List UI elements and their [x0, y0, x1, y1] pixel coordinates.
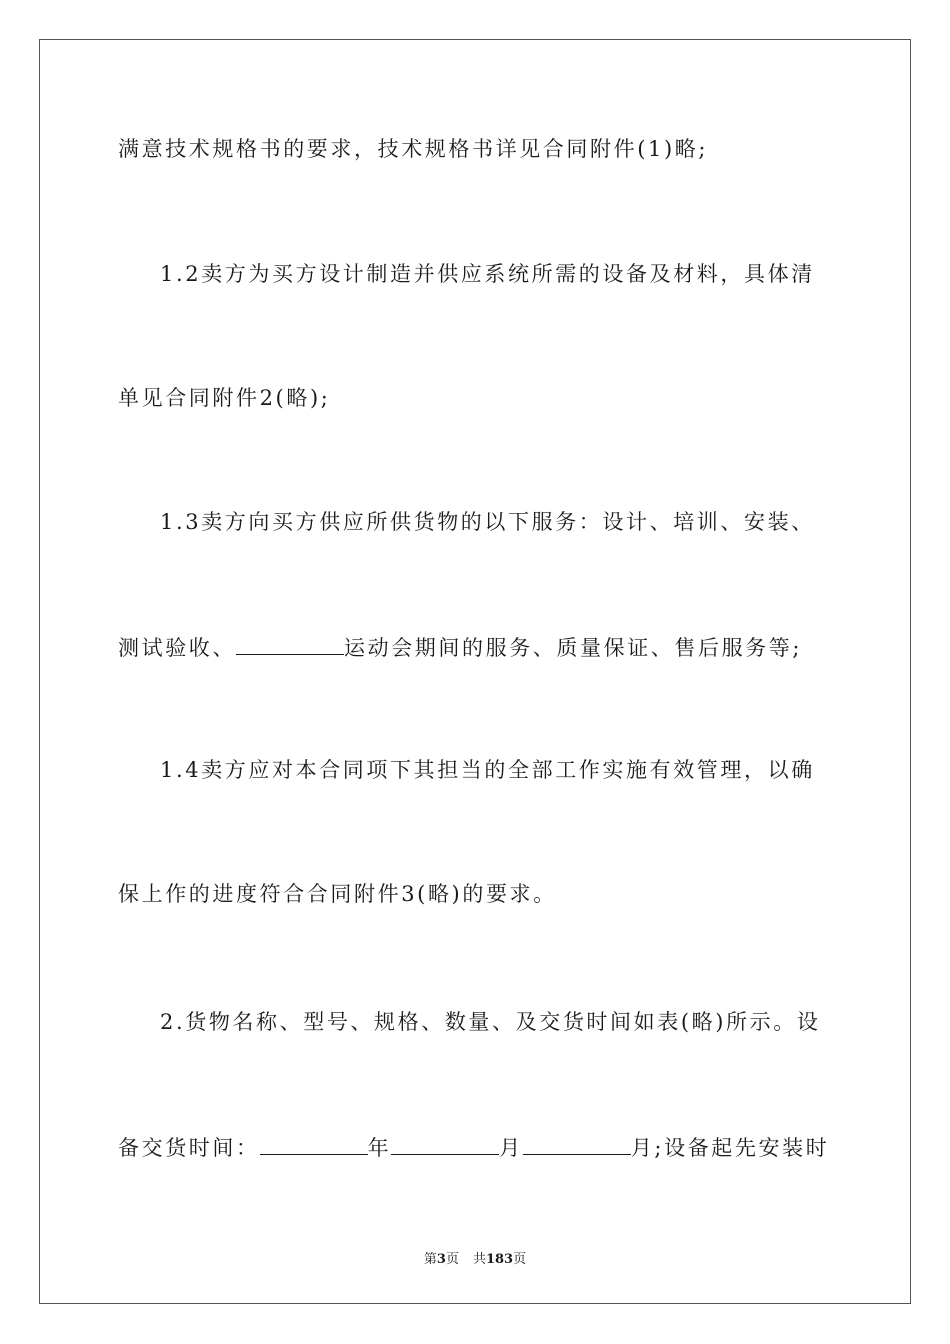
page-prefix: 第 [423, 1252, 437, 1267]
page-suffix: 页 [445, 1252, 459, 1267]
line-text: 1.4卖方应对本合同项下其担当的全部工作实施有效管理，以确 [160, 758, 815, 782]
line-text: 运动会期间的服务、质量保证、售后服务等; [344, 636, 803, 660]
line-text: 月;设备起先安装时 [630, 1136, 830, 1160]
fill-in-blank [236, 636, 344, 655]
line-text: 保上作的进度符合合同附件3(略)的要求。 [118, 882, 557, 906]
line-text: 测试验收、 [118, 636, 236, 660]
paragraph-line-7 [118, 884, 557, 905]
page-frame [39, 39, 911, 1304]
line-text: 备交货时间： [118, 1136, 260, 1160]
fill-in-blank-month-2 [523, 1136, 631, 1155]
paragraph-line-5 [118, 636, 802, 659]
paragraph-line-3 [118, 388, 330, 409]
line-text: 满意技术规格书的要求，技术规格书详见合同附件(1)略; [118, 137, 709, 161]
total-prefix: 共 [472, 1252, 486, 1267]
fill-in-blank-year [260, 1136, 368, 1155]
line-text: 年 [367, 1136, 392, 1160]
paragraph-line-4 [160, 512, 815, 533]
line-text: 1.3卖方向买方供应所供货物的以下服务：设计、培训、安装、 [160, 510, 815, 534]
line-text: 2.货物名称、型号、规格、数量、及交货时间如表(略)所示。设 [160, 1010, 821, 1034]
paragraph-line-6 [160, 760, 815, 781]
line-text: 1.2卖方为买方设计制造并供应系统所需的设备及材料，具体清 [160, 262, 815, 286]
line-text: 单见合同附件2(略); [118, 386, 331, 410]
paragraph-line-8 [160, 1012, 820, 1033]
total-pages: 183 [485, 1252, 514, 1267]
paragraph-line-9 [118, 1136, 829, 1159]
paragraph-line-1 [118, 139, 708, 160]
page-number: 3 [436, 1252, 446, 1267]
fill-in-blank-month [391, 1136, 499, 1155]
line-text: 月 [499, 1136, 523, 1160]
paragraph-line-2 [160, 264, 815, 285]
page-footer [0, 1248, 950, 1267]
total-suffix: 页 [513, 1252, 527, 1267]
